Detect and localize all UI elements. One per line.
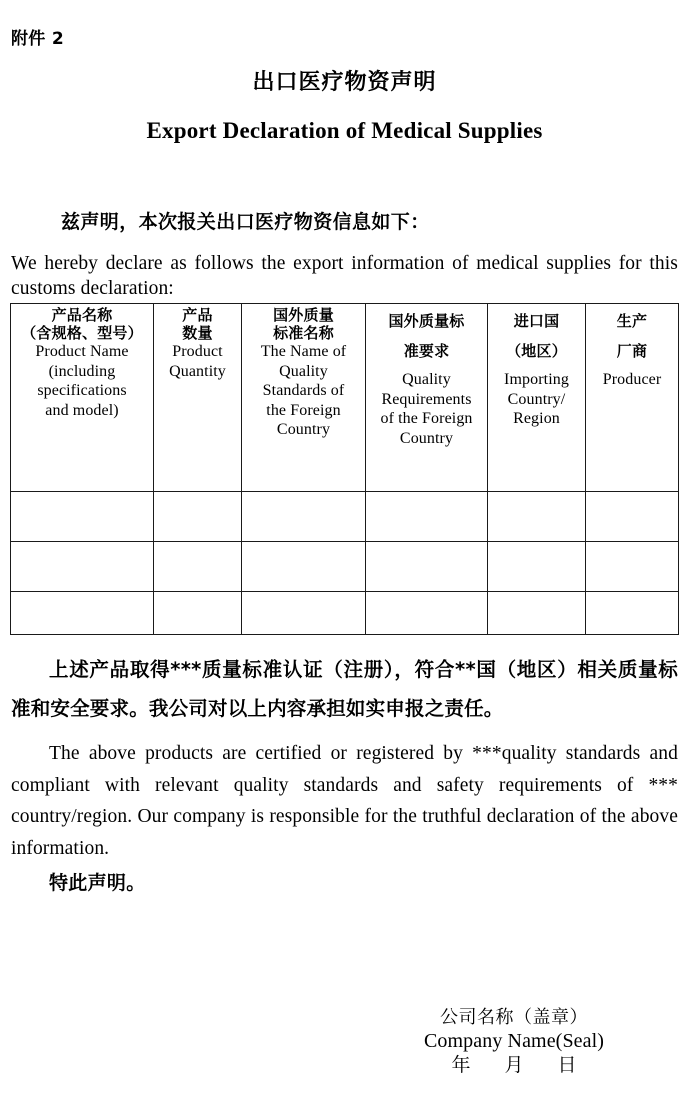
column-header-product-name — [11, 304, 154, 492]
cell-producer[interactable] — [586, 492, 679, 542]
header-en-line: Product — [172, 343, 223, 360]
cell-importing-country[interactable] — [488, 542, 586, 592]
header-cn-line: 产品名称 — [51, 306, 113, 324]
header-en-line: Country — [399, 429, 454, 447]
cell-quality-requirements[interactable] — [366, 542, 488, 592]
column-header-product-quantity — [154, 304, 242, 492]
certification-statement-english: The above products are certified or registered by ***quality standards and compliant with relevant quality standards and safety requirements of *** country/region. Our company is responsible for the truthful declaration of the above information. — [11, 743, 678, 859]
header-en-line: Country — [276, 421, 331, 439]
cell-producer[interactable] — [586, 592, 679, 635]
cell-quality-standard-name[interactable] — [242, 592, 366, 635]
header-en-line: The Name of — [260, 343, 347, 360]
header-cn-line: 生产 — [616, 312, 648, 330]
header-en-line: Region — [513, 410, 560, 428]
closing-statement-chinese: 特此声明。 — [49, 872, 146, 894]
cell-product-quantity[interactable] — [154, 592, 242, 635]
header-en-line: Quality — [402, 371, 451, 388]
header-en-line: Product Name — [35, 343, 129, 360]
header-en-line: of the Foreign — [380, 410, 473, 428]
cell-importing-country[interactable] — [488, 592, 586, 635]
page-title-english: Export Declaration of Medical Supplies — [146, 118, 543, 143]
medical-supplies-table — [10, 303, 679, 635]
declaration-intro-chinese: 兹声明，本次报关出口医疗物资信息如下： — [61, 211, 430, 233]
company-name-chinese: 公司名称（盖章） — [440, 1007, 588, 1028]
column-header-quality-standard-name — [242, 304, 366, 492]
header-en-line: Quality — [279, 362, 328, 380]
cell-producer[interactable] — [586, 542, 679, 592]
header-en-line: Country/ — [507, 390, 566, 408]
header-en-line: Standards of — [262, 382, 345, 400]
cell-quality-requirements[interactable] — [366, 492, 488, 542]
cell-product-quantity[interactable] — [154, 542, 242, 592]
signature-block — [394, 1006, 634, 1079]
cell-importing-country[interactable] — [488, 492, 586, 542]
header-cn-line: 准要求 — [403, 342, 450, 360]
cell-quality-requirements[interactable] — [366, 592, 488, 635]
header-cn-line: 进口国 — [513, 312, 560, 330]
header-cn-line: （地区） — [506, 342, 567, 360]
declaration-intro-english: We hereby declare as follows the export information of medical supplies for this customs declaration: — [11, 253, 678, 299]
header-cn-line: （含规格、型号） — [21, 324, 143, 342]
header-cn-line: 国外质量标 — [388, 312, 465, 330]
table-row — [11, 542, 679, 592]
company-name-english: Company Name(Seal) — [423, 1030, 605, 1053]
header-cn-line: 厂商 — [616, 342, 648, 360]
column-header-importing-country — [488, 304, 586, 492]
header-en-line: and model) — [45, 401, 119, 419]
header-en-line: Quantity — [169, 362, 226, 380]
cell-quality-standard-name[interactable] — [242, 492, 366, 542]
header-en-line: Requirements — [381, 390, 472, 408]
page-title-chinese: 出口医疗物资声明 — [252, 70, 437, 95]
cell-product-name[interactable] — [11, 542, 154, 592]
table-row — [11, 492, 679, 542]
header-cn-line: 产品 — [182, 306, 213, 324]
column-header-quality-requirements — [366, 304, 488, 492]
header-cn-line: 数量 — [182, 324, 213, 342]
date-line: 年 月 日 — [451, 1054, 591, 1077]
header-en-line: specifications — [37, 382, 127, 400]
certification-statement-chinese: 上述产品取得***质量标准认证（注册），符合**国（地区）相关质量标准和安全要求。我公司对以上内容承担如实申报之责任。 — [11, 658, 678, 720]
attachment-label: 附件 2 — [11, 29, 64, 49]
cell-product-quantity[interactable] — [154, 492, 242, 542]
cell-quality-standard-name[interactable] — [242, 542, 366, 592]
header-en-line: Producer — [602, 371, 662, 388]
header-cn-line: 标准名称 — [273, 324, 334, 342]
column-header-producer — [586, 304, 679, 492]
header-cn-line: 国外质量 — [273, 306, 334, 324]
header-en-line: (including — [48, 362, 116, 380]
cell-product-name[interactable] — [11, 592, 154, 635]
cell-product-name[interactable] — [11, 492, 154, 542]
header-en-line: the Foreign — [266, 401, 341, 419]
table-header-row — [11, 304, 679, 492]
table-row — [11, 592, 679, 635]
header-en-line: Importing — [504, 371, 569, 388]
